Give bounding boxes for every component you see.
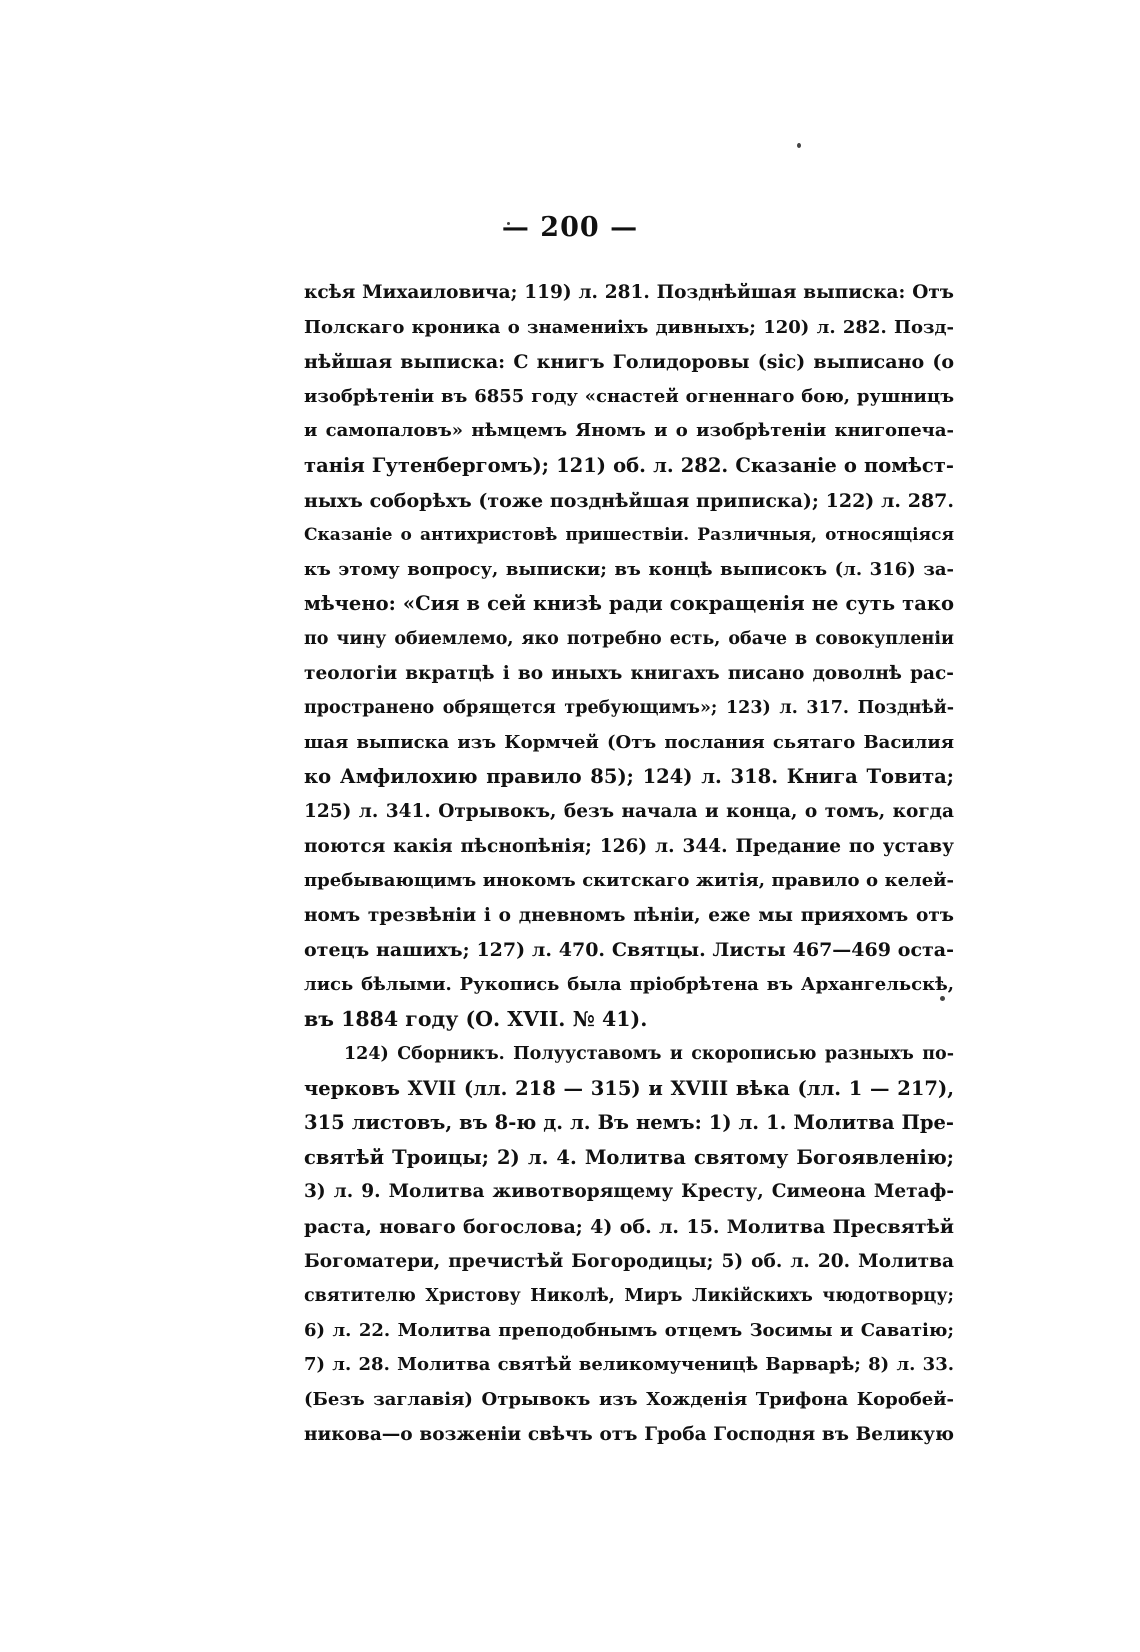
text-line: Богоматери, пречистѣй Богородицы; 5) об. л. 20. Молитва <box>304 1250 954 1272</box>
text-line: черковъ XVII (лл. 218 — 315) и XVIII вѣка (лл. 1 — 217), <box>304 1076 954 1100</box>
text-line: 3) л. 9. Молитва животворящему Кресту, Симеона Метаф- <box>304 1181 954 1203</box>
text-line: 125) л. 341. Отрывокъ, безъ начала и конца, о томъ, когда <box>304 800 954 822</box>
page-number: — 200 — <box>501 212 639 243</box>
print-speck <box>797 143 801 148</box>
text-line: раста, новаго богослова; 4) об. л. 15. Молитва Пресвятѣй <box>304 1216 954 1239</box>
body-text <box>304 276 954 1452</box>
text-line: ксѣя Михаиловича; 119) л. 281. Позднѣйшая выписка: Отъ <box>304 282 954 303</box>
text-line: и самопаловъ» нѣмцемъ Яномъ и о изобрѣтеніи книгопеча- <box>304 420 954 442</box>
text-line: поются какія пѣснопѣнія; 126) л. 344. Предание по уставу <box>304 835 954 857</box>
paragraph-first-line: 124) Сборникъ. Полууставомъ и скорописью разныхъ по- <box>344 1044 954 1065</box>
text-line: 315 листовъ, въ 8-ю д. л. Въ немъ: 1) л. 1. Молитва Пре- <box>304 1111 954 1135</box>
text-line: по чину обиемлемо, яко потребно есть, обаче в совокупленіи <box>304 628 954 649</box>
text-line: (Безъ заглавія) Отрывокъ изъ Хожденія Трифона Коробей- <box>304 1389 954 1410</box>
text-line: теологіи вкратцѣ і во иныхъ книгахъ писано доволнѣ рас- <box>304 662 954 684</box>
text-line: въ 1884 году (О. XVII. № 41). <box>304 1007 648 1032</box>
text-line: Полскаго кроника о знамениіхъ дивныхъ; 120) л. 282. Позд- <box>304 316 954 338</box>
text-line: пребывающимъ инокомъ скитскаго житія, правило о келей- <box>304 870 954 892</box>
text-line: 7) л. 28. Молитва святѣй великомученицѣ Варварѣ; 8) л. 33. <box>304 1354 954 1376</box>
text-line: Сказаніе о антихристовѣ пришествіи. Различныя, относящіяся <box>304 525 954 546</box>
text-line: къ этому вопросу, выписки; въ концѣ выписокъ (л. 316) за- <box>304 558 954 580</box>
text-line: нѣйшая выписка: С книгъ Голидоровы (sic) выписано (о <box>304 351 954 374</box>
text-line: ко Амфилохию правило 85); 124) л. 318. Книга Товита; <box>304 765 954 789</box>
text-line: мѣчено: «Сия в сей книзѣ ради сокращенія не суть тако <box>304 592 954 616</box>
text-line: шая выписка изъ Кормчей (Отъ послания сьятаго Василия <box>304 731 954 753</box>
text-line: номъ трезвѣніи і о дневномъ пѣніи, еже мы прияхомъ отъ <box>304 904 954 926</box>
text-line: пространено обрящется требующимъ»; 123) л. 317. Позднѣй- <box>304 698 954 719</box>
text-line: святѣй Троицы; 2) л. 4. Молитва святому Богоявленію; <box>304 1145 954 1169</box>
text-line: ныхъ соборѣхъ (тоже позднѣйшая приписка); 122) л. 287. <box>304 489 954 512</box>
text-line: 6) л. 22. Молитва преподобнымъ отцемъ Зосимы и Саватію; <box>304 1319 954 1341</box>
text-line: изобрѣтеніи въ 6855 году «снастей огненнаго бою, рушницъ <box>304 385 954 407</box>
text-line: святителю Христову Николѣ, Миръ Ликійскихъ чюдотворцу; <box>304 1286 954 1307</box>
text-line: танія Гутенбергомъ); 121) об. л. 282. Сказаніе о помѣст- <box>304 453 954 477</box>
text-line: отецъ нашихъ; 127) л. 470. Святцы. Листы 467—469 оста- <box>304 939 954 962</box>
text-line: лись бѣлыми. Рукопись была пріобрѣтена въ Архангельскѣ, <box>304 973 954 995</box>
text-line: никова—о возженіи свѣчъ отъ Гроба Господня въ Великую <box>304 1423 954 1445</box>
